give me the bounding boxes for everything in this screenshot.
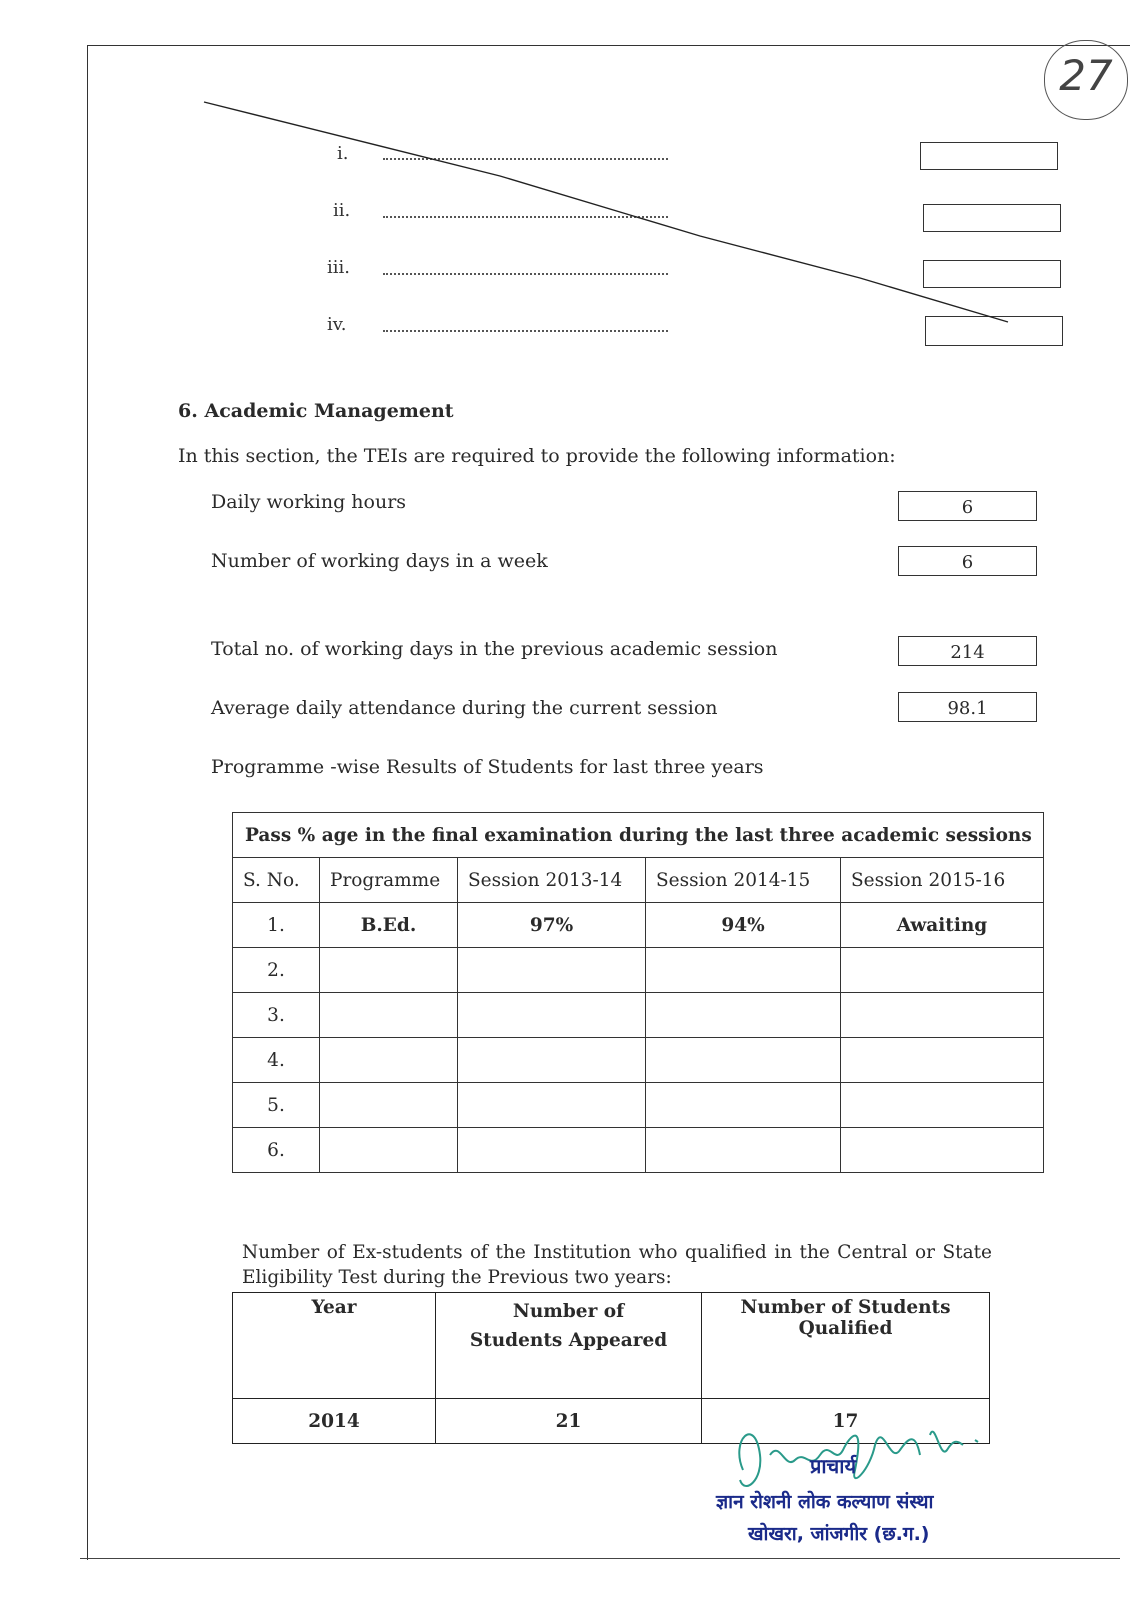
field-value: 6: [898, 546, 1037, 576]
stamp-title: प्राचार्य: [810, 1454, 857, 1478]
page-border-bottom: [80, 1558, 1120, 1559]
list-numeral: ii.: [333, 200, 351, 221]
cell: 97%: [458, 903, 646, 948]
header-cell: Session 2015-16: [841, 858, 1044, 903]
cell: [458, 1083, 646, 1128]
field-value: 214: [898, 636, 1037, 666]
cell: [841, 948, 1044, 993]
cell: [841, 1083, 1044, 1128]
cell: [458, 993, 646, 1038]
table-row: [233, 948, 1044, 993]
cell: [458, 948, 646, 993]
section-intro: In this section, the TEIs are required to provide the following information:: [178, 445, 896, 467]
results-table: [232, 812, 1044, 1173]
table-row: [233, 903, 1044, 948]
cell: [320, 948, 458, 993]
cell: [841, 1128, 1044, 1173]
header-cell: S. No.: [233, 858, 320, 903]
field-value: 6: [898, 491, 1037, 521]
header-cell: Number of Students Qualified: [702, 1293, 990, 1399]
results-table-title: Pass % age in the final examination during the last three academic sessions: [233, 813, 1044, 858]
cell: 1.: [233, 903, 320, 948]
cell: 17: [702, 1399, 990, 1444]
cell: Awaiting: [841, 903, 1044, 948]
cell: 2014: [233, 1399, 436, 1444]
cell: [458, 1128, 646, 1173]
cell: 5.: [233, 1083, 320, 1128]
cell: [320, 1128, 458, 1173]
cell: [841, 993, 1044, 1038]
section-title: 6. Academic Management: [178, 400, 454, 422]
table-row: [233, 1128, 1044, 1173]
field-label: Daily working hours: [211, 491, 407, 513]
cell: B.Ed.: [320, 903, 458, 948]
table-row: [233, 1038, 1044, 1083]
field-label: Total no. of working days in the previous academic session: [211, 638, 778, 660]
cell: [646, 993, 841, 1038]
list-numeral: i.: [337, 143, 349, 164]
table-header-row: [233, 1293, 990, 1399]
header-cell: Number of Students Appeared: [436, 1293, 702, 1399]
stamp-line: ज्ञान रोशनी लोक कल्याण संस्था: [716, 1491, 934, 1513]
cell: [646, 1038, 841, 1083]
cell: 2.: [233, 948, 320, 993]
field-label: Number of working days in a week: [211, 550, 548, 572]
results-heading: Programme -wise Results of Students for last three years: [211, 756, 764, 778]
table-row: [233, 993, 1044, 1038]
cell: 6.: [233, 1128, 320, 1173]
cell: [841, 1038, 1044, 1083]
header-cell: Year: [233, 1293, 436, 1399]
cell: [320, 1038, 458, 1083]
cell: [320, 993, 458, 1038]
list-numeral: iii.: [327, 257, 350, 278]
cell: 3.: [233, 993, 320, 1038]
cell: [646, 1128, 841, 1173]
cell: 21: [436, 1399, 702, 1444]
table-header-row: [233, 858, 1044, 903]
cell: 4.: [233, 1038, 320, 1083]
cell: 94%: [646, 903, 841, 948]
field-value: 98.1: [898, 692, 1037, 722]
strike-through-line: [0, 0, 1130, 400]
field-label: Average daily attendance during the current session: [211, 697, 718, 719]
cell: [646, 948, 841, 993]
cell: [458, 1038, 646, 1083]
header-cell: Programme: [320, 858, 458, 903]
stamp-line: खोखरा, जांजगीर (छ.ग.): [748, 1523, 930, 1545]
cell: [320, 1083, 458, 1128]
header-cell: Session 2013-14: [458, 858, 646, 903]
header-cell: Session 2014-15: [646, 858, 841, 903]
table-row: [233, 1083, 1044, 1128]
page-number: 27: [1044, 40, 1128, 120]
ex-students-text: Number of Ex-students of the Institution who qualified in the Central or State Eligibility Test during the Previous two years:: [242, 1242, 992, 1288]
cell: [646, 1083, 841, 1128]
list-numeral: iv.: [327, 314, 347, 335]
